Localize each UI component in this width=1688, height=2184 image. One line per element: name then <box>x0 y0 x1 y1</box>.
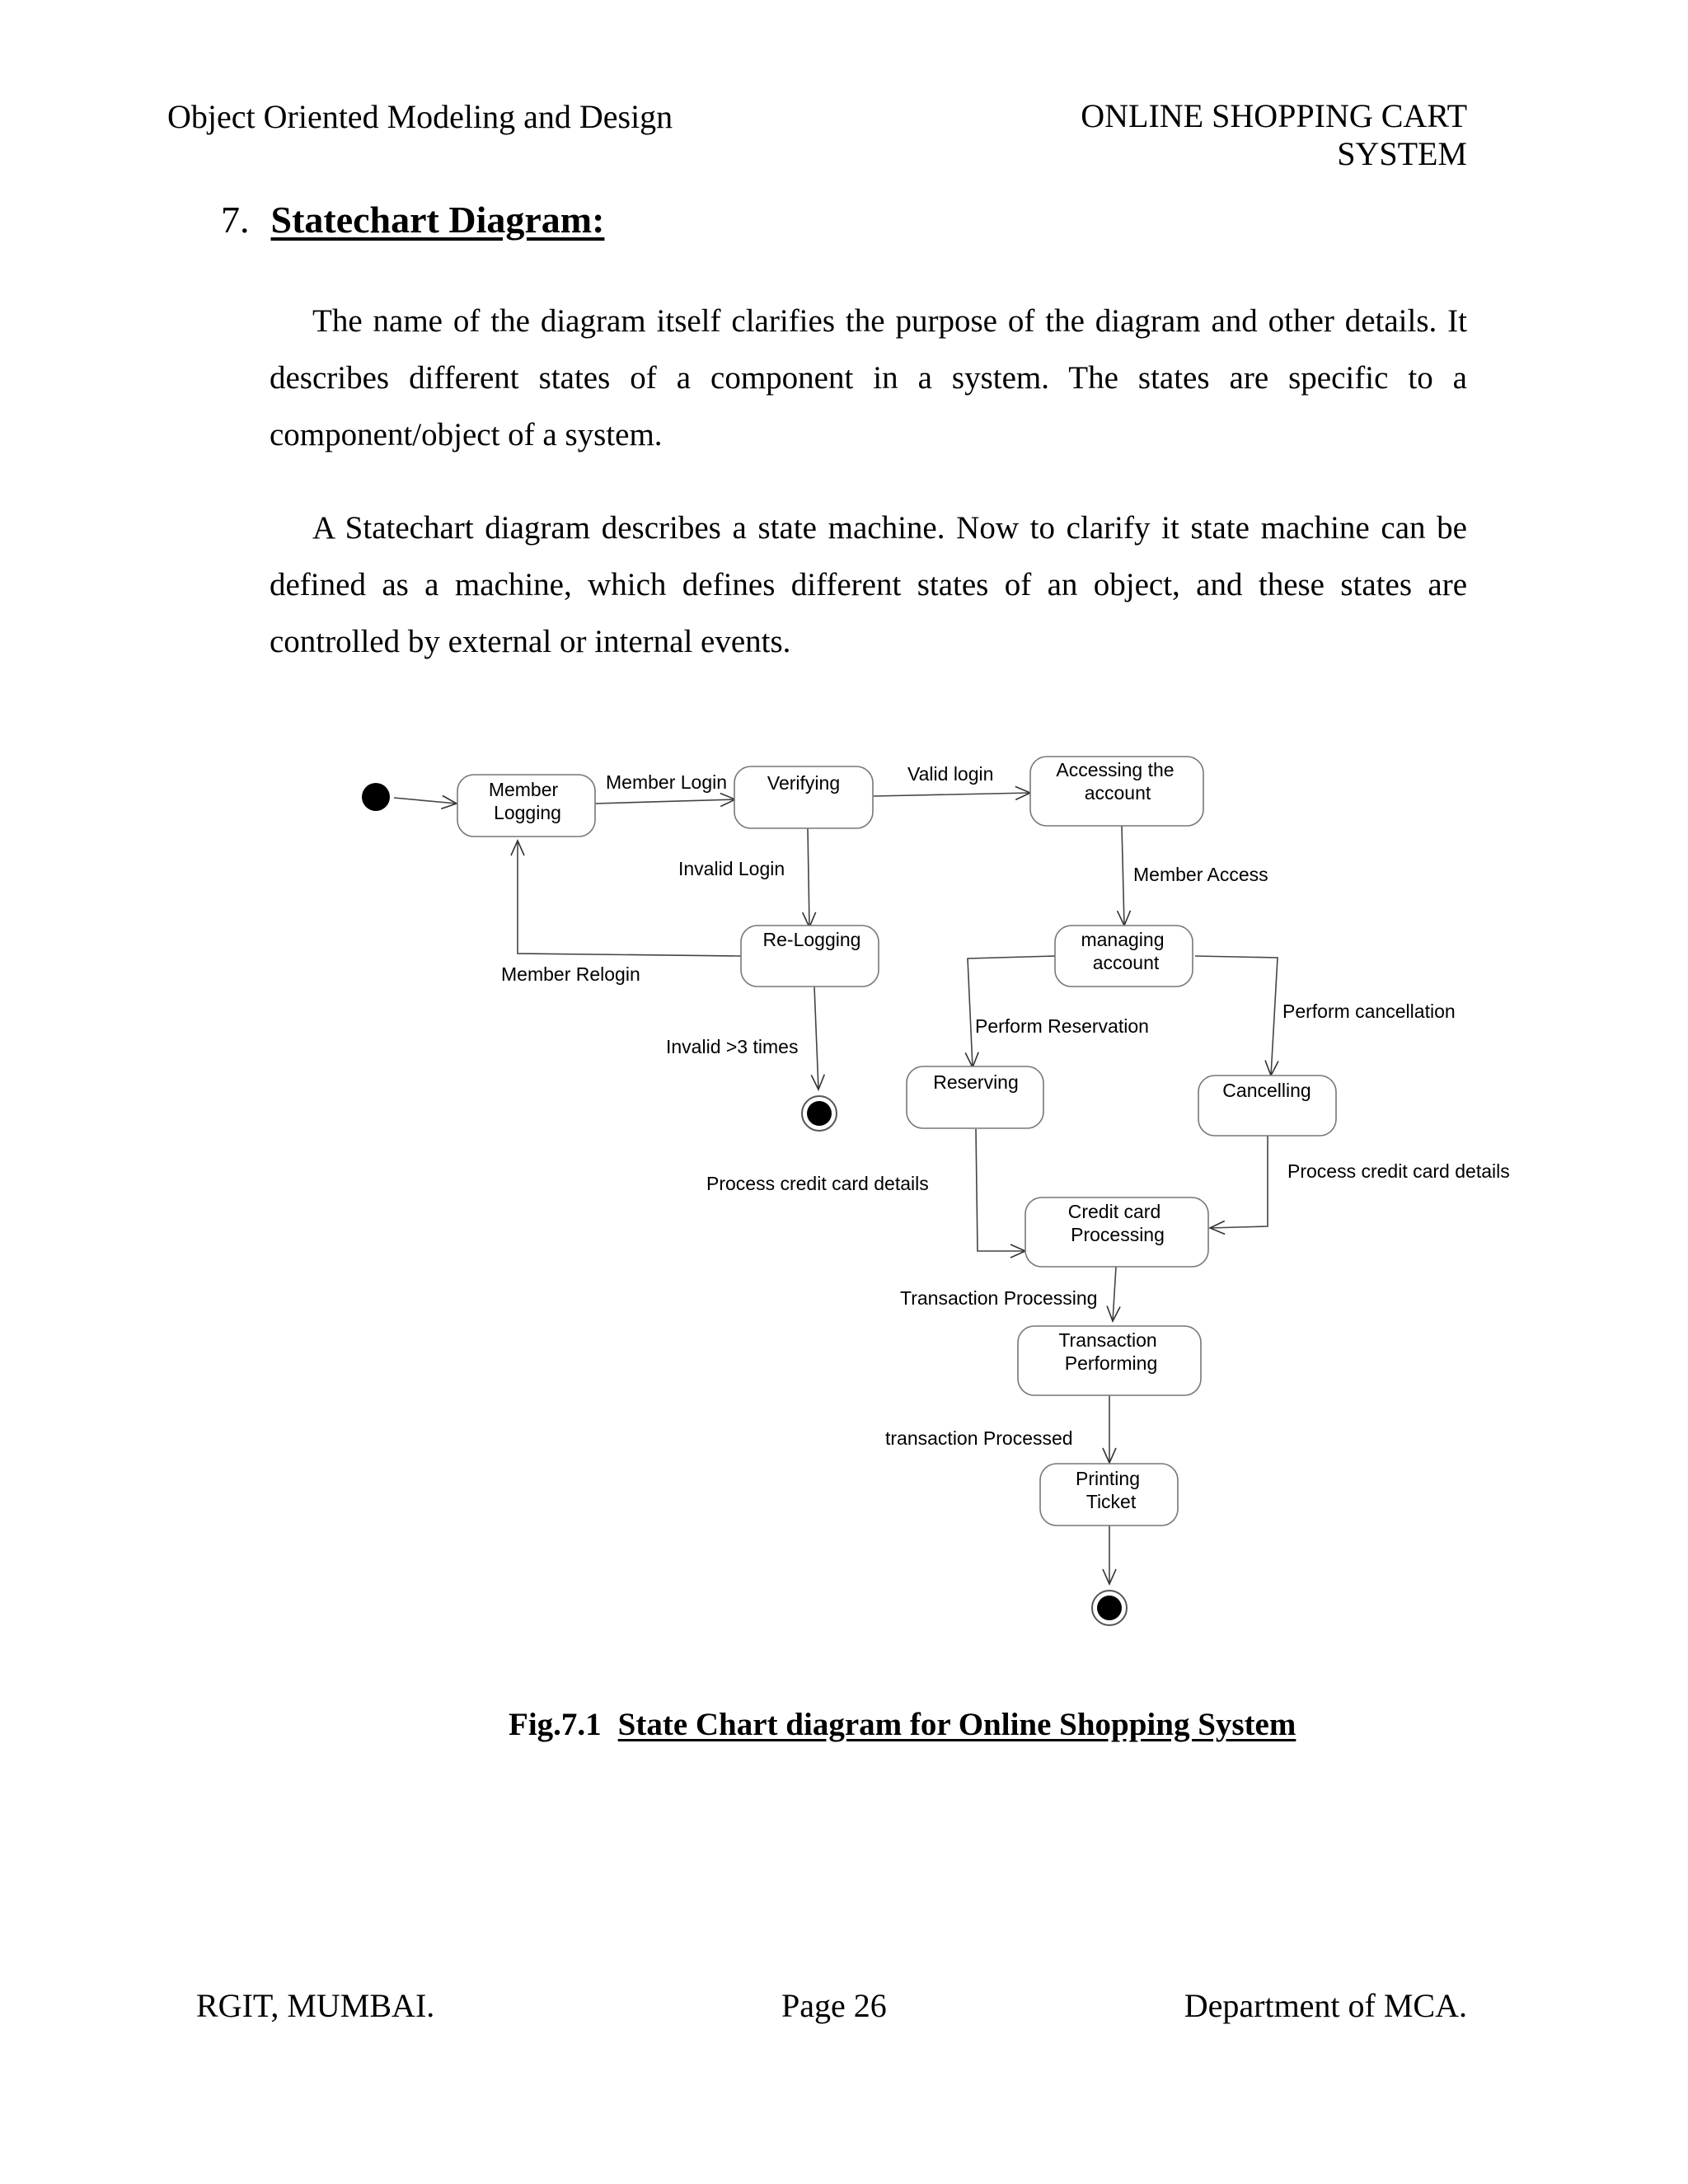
definition-paragraph: A Statechart diagram describes a state machine. Now to clarify it state machine can be defined as a machine, which defines different states of an object, and these states are controlled by external or internal events. <box>270 510 1467 659</box>
label-invalid-3-times: Invalid >3 times <box>666 1036 799 1057</box>
label-transaction-processing: Transaction Processing <box>900 1287 1098 1309</box>
label-perform-cancellation: Perform cancellation <box>1282 1001 1456 1022</box>
figure-title: State Chart diagram for Online Shopping System <box>617 1707 1296 1742</box>
edge-member-login <box>595 799 735 804</box>
footer-department: Department of MCA. <box>1184 1987 1467 2024</box>
initial-state <box>362 783 390 811</box>
state-cancelling-label: Cancelling <box>1222 1080 1311 1101</box>
state-verifying-label: Verifying <box>767 772 841 794</box>
section-title: Statechart Diagram: <box>270 199 605 241</box>
state-transaction-label-1: Transaction <box>1058 1329 1157 1351</box>
edge-cancelling-to-credit <box>1210 1136 1268 1228</box>
label-valid-login: Valid login <box>907 763 994 785</box>
edge-initial-to-member-logging <box>394 798 457 804</box>
footer-institution: RGIT, MUMBAI. <box>196 1987 435 2024</box>
final-state-end <box>1092 1591 1127 1625</box>
label-member-access: Member Access <box>1133 864 1268 885</box>
state-managing-label-1: managing <box>1081 929 1165 950</box>
state-printing-label-1: Printing <box>1076 1468 1140 1489</box>
footer-page-number: Page 26 <box>781 1987 887 2024</box>
state-credit-label-1: Credit card <box>1067 1201 1161 1222</box>
label-process-cc-right: Process credit card details <box>1287 1160 1510 1182</box>
edge-valid-login <box>874 793 1030 796</box>
label-member-login: Member Login <box>606 771 728 793</box>
section-number: 7. <box>221 199 250 241</box>
header-project-line2: SYSTEM <box>1337 135 1467 172</box>
final-state-failed-login <box>802 1096 837 1131</box>
edge-invalid-3-times <box>814 987 818 1090</box>
state-managing-label-2: account <box>1092 952 1160 973</box>
state-reserving-label: Reserving <box>933 1071 1019 1093</box>
figure-caption <box>509 1706 1296 1743</box>
state-relogging-label: Re-Logging <box>762 929 861 950</box>
state-member-logging-label-2: Logging <box>494 802 561 823</box>
state-printing-label-2: Ticket <box>1085 1491 1137 1512</box>
header-project-line1: ONLINE SHOPPING CART <box>1081 97 1467 134</box>
edge-invalid-login <box>808 828 809 927</box>
header-course-title: Object Oriented Modeling and Design <box>167 98 673 135</box>
label-perform-reservation: Perform Reservation <box>975 1015 1149 1037</box>
state-accessing-label-1: Accessing the <box>1056 759 1175 780</box>
edge-reserving-to-credit <box>976 1129 1025 1251</box>
edge-perform-reservation <box>968 956 1055 1067</box>
state-transaction-label-2: Performing <box>1064 1352 1158 1374</box>
label-transaction-processed: transaction Processed <box>885 1427 1073 1449</box>
intro-paragraph: The name of the diagram itself clarifies the purpose of the diagram and other details. It describes different states of a component in a system. The states are specific to a component/object of a system. <box>270 303 1467 452</box>
edge-transaction-processing <box>1113 1267 1116 1321</box>
edge-member-access <box>1122 826 1124 926</box>
state-member-logging-label-1: Member <box>488 779 559 800</box>
state-accessing-label-2: account <box>1084 782 1151 804</box>
state-credit-label-2: Processing <box>1071 1224 1165 1245</box>
figure-number: Fig.7.1 <box>509 1707 602 1742</box>
edge-perform-cancellation <box>1195 956 1278 1076</box>
label-member-relogin: Member Relogin <box>501 963 640 985</box>
label-process-cc-left: Process credit card details <box>706 1173 929 1194</box>
label-invalid-login: Invalid Login <box>678 858 785 879</box>
